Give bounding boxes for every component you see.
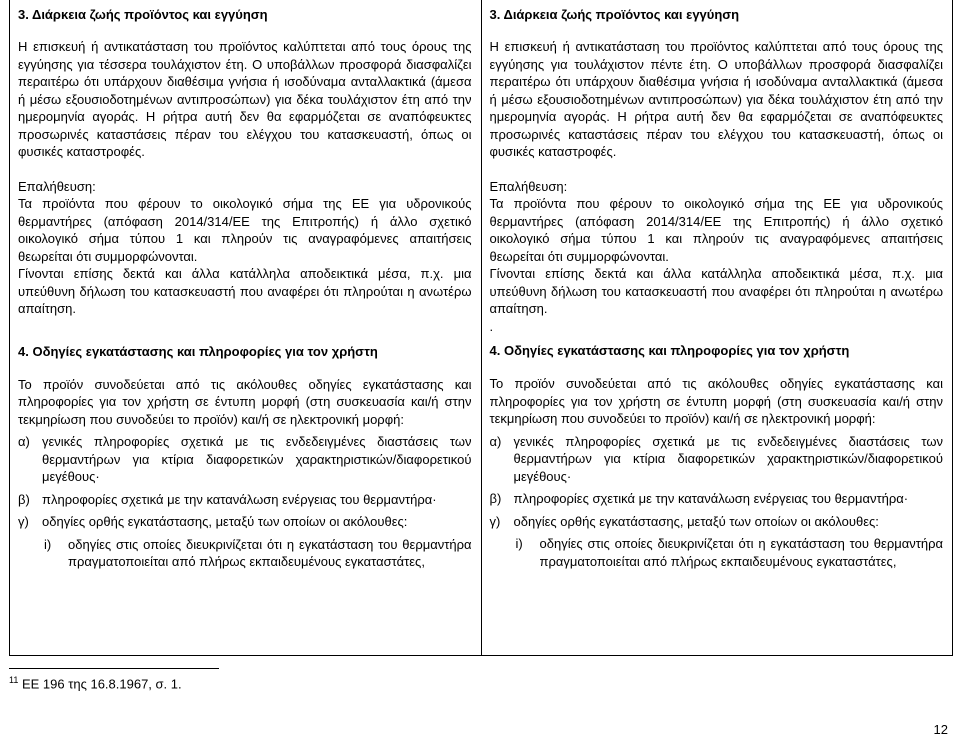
list-item-a <box>18 433 472 486</box>
verification-body-2: Γίνονται επίσης δεκτά και άλλα κατάλληλα αποδεικτικά μέσα, π.χ. μια υπεύθυνη δήλωση του κατασκευαστή που αναφέρει ότι πληρούται η ανωτέρω απαίτηση. <box>18 266 472 316</box>
list-item-label: γ) <box>489 513 501 529</box>
page-number: 12 <box>933 722 948 737</box>
section-3-body: Η επισκευή ή αντικατάσταση του προϊόντος καλύπτεται από τους όρους της εγγύησης για τέσσερα τουλάχιστον έτη. Ο υποβάλλων προσφορά διασφαλίζει περαιτέρω ότι υπάρχουν διαθέσιμα γνήσια ή ισοδύναμα ανταλλακτικά (άμεσα ή μέσω εξουσιοδοτημένων αντιπροσώπων) για δέκα τουλάχιστον έτη από την ημερομηνία αγοράς. Η ρήτρα αυτή δεν θα εφαρμόζεται σε αναπόφευκτες προσωρινές καταστάσεις πέραν του ελέγχου του κατασκευαστή, όπως οι φυσικές καταστροφές. <box>18 39 472 159</box>
verification-body: Τα προϊόντα που φέρουν το οικολογικό σήμα της ΕΕ για υδρονικούς θερμαντήρες (απόφαση 2014/314/ΕΕ της Επιτροπής) ή άλλο σχετικό οικολογικό σήμα τύπου 1 και πληρούν τις αναγραφόμενες απαιτήσεις θεωρείται ότι συμμορφώνονται. <box>18 196 472 264</box>
list-item-text: οδηγίες ορθής εγκατάστασης, μεταξύ των οποίων οι ακόλουθες: <box>513 513 879 529</box>
section-3-title: 3. Διάρκεια ζωής προϊόντος και εγγύηση <box>489 7 740 22</box>
verification-label: Επαλήθευση: <box>18 178 96 194</box>
list-item-c <box>18 513 472 531</box>
list-item-text: γενικές πληροφορίες σχετικά με τις ενδεδειγμένες διαστάσεις των θερμαντήρων για κτίρια διαφορετικών χαρακτηριστικών/διαφορετικού μεγέθους· <box>513 433 943 484</box>
section-4-body: Το προϊόν συνοδεύεται από τις ακόλουθες οδηγίες εγκατάστασης και πληροφορίες για τον χρήστη σε έντυπη μορφή (στη συσκευασία και/ή στην τεκμηρίωση που συνοδεύει το προϊόν) και/ή σε ηλεκτρονική μορφή: <box>489 376 943 426</box>
sub-item-label: i) <box>44 536 52 552</box>
list-item-label: α) <box>489 433 502 449</box>
list-item-b <box>490 490 944 508</box>
footnote <box>9 675 182 691</box>
verification-label: Επαλήθευση: <box>489 178 568 194</box>
footnote-marker: 11 <box>9 675 19 685</box>
sub-item-text: οδηγίες στις οποίες διευκρινίζεται ότι η εγκατάσταση του θερμαντήρα πραγματοποιείται από πλήρως εκπαιδευμένους εγκαταστάτες, <box>68 536 472 569</box>
right-column <box>481 0 953 655</box>
left-column <box>10 0 481 655</box>
section-4-title: 4. Οδηγίες εγκατάστασης και πληροφορίες για τον χρήστη <box>489 343 850 358</box>
list-item-label: β) <box>18 491 30 507</box>
footnote-text: ΕΕ 196 της 16.8.1967, σ. 1. <box>21 676 182 692</box>
verification-body-2: Γίνονται επίσης δεκτά και άλλα κατάλληλα αποδεικτικά μέσα, π.χ. μια υπεύθυνη δήλωση του κατασκευαστή που αναφέρει ότι πληρούται η ανωτέρω απαίτηση. <box>489 266 943 316</box>
sub-item-text: οδηγίες στις οποίες διευκρινίζεται ότι η εγκατάσταση του θερμαντήρα πραγματοποιείται από πλήρως εκπαιδευμένους εγκαταστάτες, <box>539 536 943 569</box>
verification-body: Τα προϊόντα που φέρουν το οικολογικό σήμα της ΕΕ για υδρονικούς θερμαντήρες (απόφαση 2014/314/ΕΕ της Επιτροπής) ή άλλο σχετικό οικολογικό σήμα τύπου 1 και πληρούν τις αναγραφόμενες απαιτήσεις θεωρείται ότι συμμορφώνονται. <box>489 196 943 264</box>
sub-item-label: i) <box>515 536 523 551</box>
list-item-text: πληροφορίες σχετικά με την κατανάλωση ενέργειας του θερμαντήρα· <box>42 491 437 507</box>
list-item-text: γενικές πληροφορίες σχετικά με τις ενδεδειγμένες διαστάσεις των θερμαντήρων για κτίρια διαφορετικών χαρακτηριστικών/διαφορετικού μεγέθους· <box>42 434 472 484</box>
section-3-body: Η επισκευή ή αντικατάσταση του προϊόντος καλύπτεται από τους όρους της εγγύησης για τουλάχιστον πέντε έτη. Ο υποβάλλων προσφορά διασφαλίζει περαιτέρω ότι υπάρχουν διαθέσιμα γνήσια ή ισοδύναμα ανταλλακτικά (άμεσα ή μέσω εξουσιοδοτημένων αντιπροσώπων) για δέκα τουλάχιστον έτη από την ημερομηνία αγοράς. Η ρήτρα αυτή δεν θα εφαρμόζεται σε αναπόφευκτες προσωρινές καταστάσεις πέραν του ελέγχου του κατασκευαστή, όπως οι φυσικές καταστροφές. <box>489 39 943 159</box>
section-3-title: 3. Διάρκεια ζωής προϊόντος και εγγύηση <box>18 7 268 22</box>
list-item-label: α) <box>18 434 30 449</box>
list-item-b <box>18 491 472 509</box>
list-item-label: β) <box>489 491 502 506</box>
section-4-body: Το προϊόν συνοδεύεται από τις ακόλουθες οδηγίες εγκατάστασης και πληροφορίες για τον χρήστη σε έντυπη μορφή (στη συσκευασία και/ή στην τεκμηρίωση που συνοδεύει το προϊόν) και/ή σε ηλεκτρονική μορφή: <box>18 376 472 427</box>
list-item-c <box>490 513 944 531</box>
footnote-divider <box>9 668 219 669</box>
list-item-a <box>490 433 944 486</box>
sub-item-i <box>18 536 472 571</box>
list-item-label: γ) <box>18 514 29 529</box>
sub-item-i <box>490 535 944 570</box>
section-4-title: 4. Οδηγίες εγκατάστασης και πληροφορίες για τον χρήστη <box>18 343 378 359</box>
verification-dot: . <box>489 318 494 334</box>
comparison-table <box>9 0 953 656</box>
list-item-text: πληροφορίες σχετικά με την κατανάλωση ενέργειας του θερμαντήρα· <box>513 491 909 506</box>
list-item-text: οδηγίες ορθής εγκατάστασης, μεταξύ των οποίων οι ακόλουθες: <box>42 514 408 529</box>
